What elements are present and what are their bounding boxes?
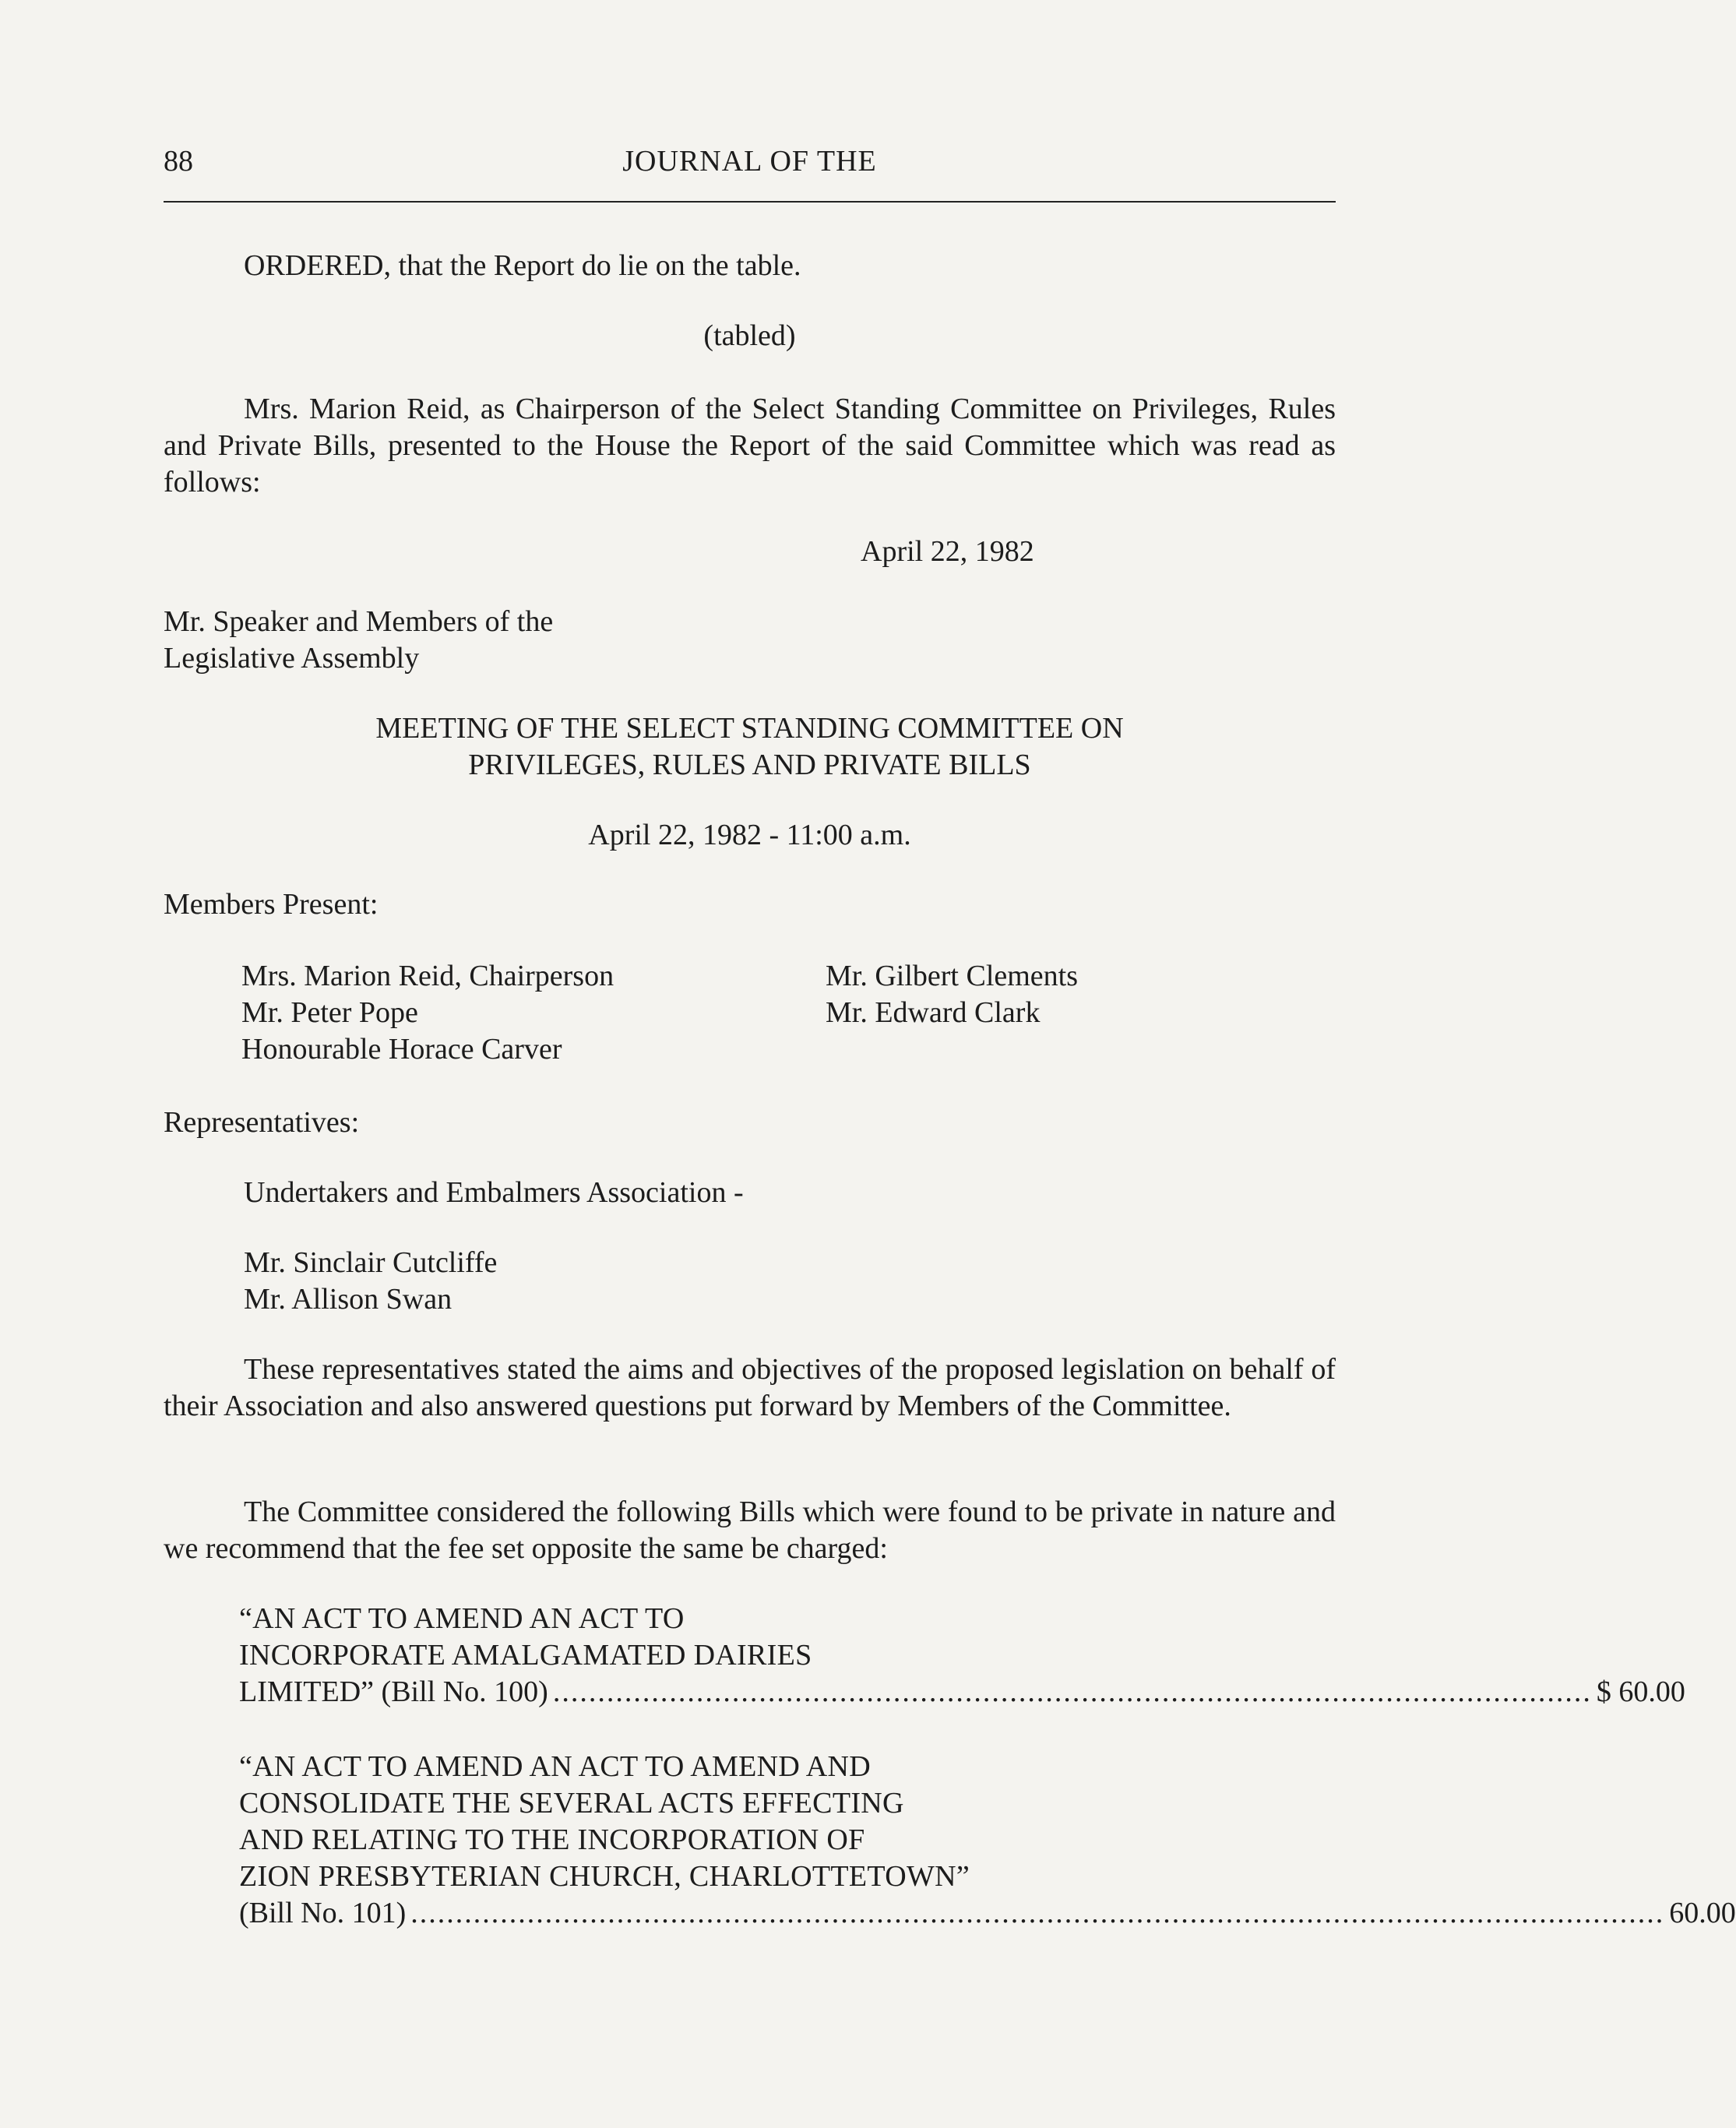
bills-intro: The Committee considered the following Bills which were found to be private in nature and we recommend that the fee set opposite the same be charged:	[164, 1496, 1336, 1565]
tabled-note: (tabled)	[703, 319, 796, 352]
bill-title-line: “AN ACT TO AMEND AN ACT TO AMEND AND	[239, 1750, 872, 1783]
bill-fee-line	[239, 1895, 1736, 1932]
dot-leader: ............................................................................................................................................	[410, 1897, 1665, 1929]
intro-paragraph: Mrs. Marion Reid, as Chairperson of the Select Standing Committee on Privileges, Rules and Private Bills, presented to the House the Report of the said Committee which was read as follows:	[164, 393, 1336, 499]
members-present-list	[241, 958, 1254, 1075]
meeting-datetime: April 22, 1982 - 11:00 a.m.	[588, 819, 911, 851]
meeting-title-line-2: PRIVILEGES, RULES AND PRIVATE BILLS	[468, 749, 1031, 781]
member-name: Mr. Gilbert Clements	[826, 960, 1079, 992]
bill-fee-line	[239, 1674, 1685, 1711]
bill-title-line: ZION PRESBYTERIAN CHURCH, CHARLOTTETOWN”	[239, 1860, 970, 1893]
page-number: 88	[164, 145, 193, 178]
bill-entry-100	[239, 1601, 1685, 1711]
member-name: Mr. Peter Pope	[241, 996, 418, 1029]
representative-name: Mr. Sinclair Cutcliffe	[244, 1246, 498, 1279]
association-name: Undertakers and Embalmers Association -	[244, 1176, 744, 1209]
bill-title-line: AND RELATING TO THE INCORPORATION OF	[239, 1823, 865, 1856]
bill-title-line: INCORPORATE AMALGAMATED DAIRIES	[239, 1639, 812, 1672]
addressee-line-2: Legislative Assembly	[164, 642, 420, 675]
addressee-line-1: Mr. Speaker and Members of the	[164, 605, 554, 638]
meeting-title-line-1: MEETING OF THE SELECT STANDING COMMITTEE ON	[375, 712, 1124, 745]
running-head	[164, 144, 1336, 188]
bill-title-line: “AN ACT TO AMEND AN ACT TO	[239, 1602, 685, 1635]
ordered-paragraph: ORDERED, that the Report do lie on the table.	[244, 249, 801, 282]
members-heading: Members Present:	[164, 888, 379, 921]
members-right-column	[826, 958, 1078, 1031]
member-name: Mrs. Marion Reid, Chairperson	[241, 960, 614, 992]
header-rule	[164, 201, 1336, 203]
bill-fee: 60.00	[1669, 1897, 1736, 1929]
journal-title: JOURNAL OF THE	[622, 145, 877, 178]
bill-title-line: (Bill No. 101)	[239, 1897, 407, 1929]
representatives-statement: These representatives stated the aims and objectives of the proposed legislation on behalf of their Association and also answered questions put forward by Members of the Committee.	[164, 1353, 1336, 1422]
bill-entry-101	[239, 1749, 1736, 1932]
bill-title-line: CONSOLIDATE THE SEVERAL ACTS EFFECTING	[239, 1787, 904, 1820]
bill-fee: $ 60.00	[1596, 1675, 1685, 1708]
member-name: Honourable Horace Carver	[241, 1033, 562, 1066]
member-name: Mr. Edward Clark	[826, 996, 1041, 1029]
dot-leader: ....................................................................................................................	[552, 1675, 1592, 1708]
members-left-column	[241, 958, 614, 1068]
bill-title-line: LIMITED” (Bill No. 100)	[239, 1675, 548, 1708]
representatives-heading: Representatives:	[164, 1106, 360, 1139]
report-date: April 22, 1982	[861, 535, 1034, 568]
representative-name: Mr. Allison Swan	[244, 1283, 452, 1316]
